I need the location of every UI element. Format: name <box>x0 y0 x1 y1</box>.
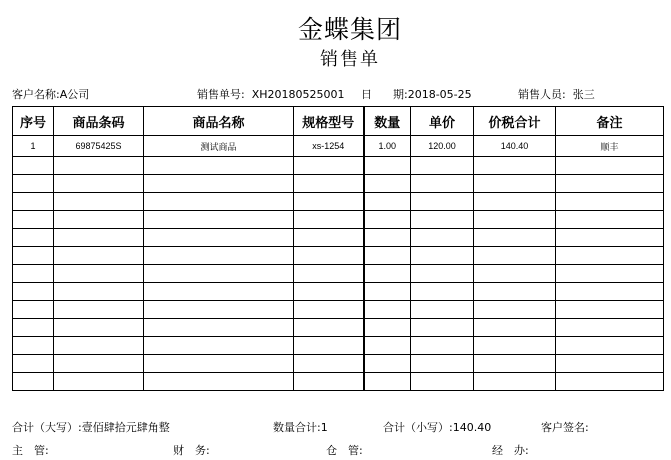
empty-table-row <box>13 211 664 229</box>
quantity-total-value: 1 <box>320 421 328 434</box>
column-header: 商品名称 <box>144 107 294 136</box>
empty-table-cell <box>13 193 54 211</box>
empty-table-cell <box>54 373 144 391</box>
empty-table-cell <box>13 229 54 247</box>
empty-table-cell <box>54 319 144 337</box>
empty-table-cell <box>294 283 364 301</box>
empty-table-cell <box>364 211 411 229</box>
empty-table-cell <box>474 319 556 337</box>
empty-table-cell <box>54 337 144 355</box>
warehouse-label: 仓 管: <box>326 444 363 457</box>
column-header: 商品条码 <box>54 107 144 136</box>
empty-table-row <box>13 301 664 319</box>
empty-table-row <box>13 175 664 193</box>
empty-table-cell <box>294 211 364 229</box>
table-row <box>13 136 664 157</box>
empty-table-row <box>13 193 664 211</box>
order-number-value: XH20180525001 <box>251 88 345 101</box>
column-header: 价税合计 <box>474 107 556 136</box>
empty-table-cell <box>144 157 294 175</box>
empty-table-cell <box>294 175 364 193</box>
empty-table-row <box>13 229 664 247</box>
empty-table-cell <box>474 301 556 319</box>
quantity-total <box>273 419 328 435</box>
empty-table-cell <box>411 175 474 193</box>
total-in-figures <box>383 419 491 435</box>
empty-table-cell <box>411 373 474 391</box>
date-info <box>361 86 472 102</box>
order-number-label: 销售单号: <box>197 88 245 101</box>
empty-table-cell <box>13 355 54 373</box>
empty-table-cell <box>294 301 364 319</box>
empty-table-cell <box>144 265 294 283</box>
empty-table-cell <box>13 211 54 229</box>
date-label-part2: 期: <box>392 88 408 101</box>
empty-table-cell <box>294 319 364 337</box>
empty-table-cell <box>144 283 294 301</box>
empty-table-cell <box>13 175 54 193</box>
empty-table-cell <box>13 247 54 265</box>
empty-table-cell <box>474 157 556 175</box>
column-header: 数量 <box>364 107 411 136</box>
empty-table-cell <box>474 247 556 265</box>
empty-table-cell <box>556 319 664 337</box>
empty-table-cell <box>364 157 411 175</box>
salesperson-label: 销售人员: <box>518 88 566 101</box>
empty-table-cell <box>474 373 556 391</box>
order-number-info <box>197 86 345 102</box>
empty-table-cell <box>144 229 294 247</box>
total-in-words <box>12 419 170 435</box>
empty-table-cell <box>556 283 664 301</box>
empty-table-cell <box>54 283 144 301</box>
empty-table-cell <box>411 337 474 355</box>
table-cell: xs-1254 <box>294 136 364 157</box>
empty-table-cell <box>54 265 144 283</box>
empty-table-cell <box>411 229 474 247</box>
column-header: 单价 <box>411 107 474 136</box>
salesperson-info <box>518 86 595 102</box>
total-figures-value: 140.40 <box>452 421 492 434</box>
empty-table-cell <box>54 247 144 265</box>
empty-table-cell <box>294 373 364 391</box>
table-cell: 顺丰 <box>556 136 664 157</box>
empty-table-cell <box>144 211 294 229</box>
empty-table-cell <box>13 319 54 337</box>
empty-table-cell <box>294 265 364 283</box>
empty-table-cell <box>54 211 144 229</box>
empty-table-cell <box>144 319 294 337</box>
empty-table-cell <box>364 373 411 391</box>
empty-table-cell <box>364 319 411 337</box>
empty-table-row <box>13 373 664 391</box>
empty-table-cell <box>54 355 144 373</box>
empty-table-cell <box>13 301 54 319</box>
empty-table-cell <box>294 247 364 265</box>
empty-table-cell <box>474 193 556 211</box>
customer-value: A公司 <box>59 88 90 101</box>
empty-table-cell <box>54 301 144 319</box>
empty-table-cell <box>54 157 144 175</box>
empty-table-cell <box>144 175 294 193</box>
handler-label: 经 办: <box>492 444 529 457</box>
empty-table-cell <box>144 301 294 319</box>
table-cell: 140.40 <box>474 136 556 157</box>
empty-table-cell <box>474 229 556 247</box>
empty-table-cell <box>294 229 364 247</box>
empty-table-cell <box>556 247 664 265</box>
empty-table-cell <box>556 337 664 355</box>
empty-table-cell <box>474 283 556 301</box>
document-title: 销售单 <box>320 49 380 70</box>
salesperson-value: 张三 <box>572 88 595 101</box>
sales-items-table <box>12 106 664 391</box>
empty-table-cell <box>411 319 474 337</box>
empty-table-row <box>13 355 664 373</box>
empty-table-cell <box>144 247 294 265</box>
empty-table-cell <box>556 355 664 373</box>
empty-table-cell <box>13 157 54 175</box>
date-label-part1: 日 <box>361 88 372 101</box>
empty-table-cell <box>144 373 294 391</box>
empty-table-cell <box>364 175 411 193</box>
empty-table-cell <box>294 337 364 355</box>
empty-table-row <box>13 337 664 355</box>
empty-table-cell <box>411 247 474 265</box>
empty-table-cell <box>54 229 144 247</box>
column-header: 序号 <box>13 107 54 136</box>
empty-table-cell <box>411 193 474 211</box>
table-cell: 1 <box>13 136 54 157</box>
empty-table-cell <box>474 211 556 229</box>
date-value: 2018-05-25 <box>407 88 472 101</box>
empty-table-cell <box>474 175 556 193</box>
empty-table-cell <box>13 337 54 355</box>
column-header: 备注 <box>556 107 664 136</box>
empty-table-cell <box>556 229 664 247</box>
table-cell: 69875425S <box>54 136 144 157</box>
empty-table-cell <box>411 157 474 175</box>
total-words-label: 合计（大写）: <box>12 421 82 434</box>
empty-table-cell <box>364 193 411 211</box>
customer-info <box>12 86 89 102</box>
empty-table-cell <box>556 301 664 319</box>
manager-label: 主 管: <box>12 444 49 457</box>
empty-table-cell <box>556 373 664 391</box>
total-words-value: 壹佰肆拾元肆角整 <box>81 421 170 434</box>
empty-table-cell <box>54 193 144 211</box>
empty-table-cell <box>474 337 556 355</box>
empty-table-cell <box>294 157 364 175</box>
company-name: 金蝶集团 <box>297 15 402 44</box>
empty-table-cell <box>144 193 294 211</box>
empty-table-cell <box>13 265 54 283</box>
empty-table-cell <box>13 283 54 301</box>
empty-table-cell <box>474 265 556 283</box>
empty-table-row <box>13 247 664 265</box>
empty-table-row <box>13 319 664 337</box>
empty-table-cell <box>364 301 411 319</box>
empty-table-row <box>13 265 664 283</box>
empty-table-cell <box>54 175 144 193</box>
empty-table-row <box>13 157 664 175</box>
customer-signature-label: 客户签名: <box>541 421 589 434</box>
empty-table-cell <box>411 283 474 301</box>
empty-table-cell <box>294 193 364 211</box>
empty-table-cell <box>556 175 664 193</box>
quantity-total-label: 数量合计: <box>273 421 321 434</box>
empty-table-cell <box>411 301 474 319</box>
empty-table-cell <box>556 211 664 229</box>
table-cell: 120.00 <box>411 136 474 157</box>
empty-table-cell <box>144 355 294 373</box>
table-body <box>13 136 664 391</box>
table-cell: 测试商品 <box>144 136 294 157</box>
empty-table-cell <box>364 337 411 355</box>
empty-table-cell <box>364 283 411 301</box>
empty-table-cell <box>364 229 411 247</box>
empty-table-cell <box>556 265 664 283</box>
empty-table-cell <box>556 193 664 211</box>
total-figures-label: 合计（小写）: <box>383 421 453 434</box>
empty-table-cell <box>13 373 54 391</box>
table-cell: 1.00 <box>364 136 411 157</box>
empty-table-row <box>13 283 664 301</box>
empty-table-cell <box>474 355 556 373</box>
empty-table-cell <box>411 265 474 283</box>
empty-table-cell <box>364 247 411 265</box>
empty-table-cell <box>364 265 411 283</box>
finance-label: 财 务: <box>173 444 210 457</box>
empty-table-cell <box>411 211 474 229</box>
empty-table-cell <box>411 355 474 373</box>
empty-table-cell <box>144 337 294 355</box>
table-header-row <box>13 107 664 136</box>
empty-table-cell <box>294 355 364 373</box>
customer-label: 客户名称: <box>12 88 60 101</box>
column-header: 规格型号 <box>294 107 364 136</box>
empty-table-cell <box>364 355 411 373</box>
empty-table-cell <box>556 157 664 175</box>
